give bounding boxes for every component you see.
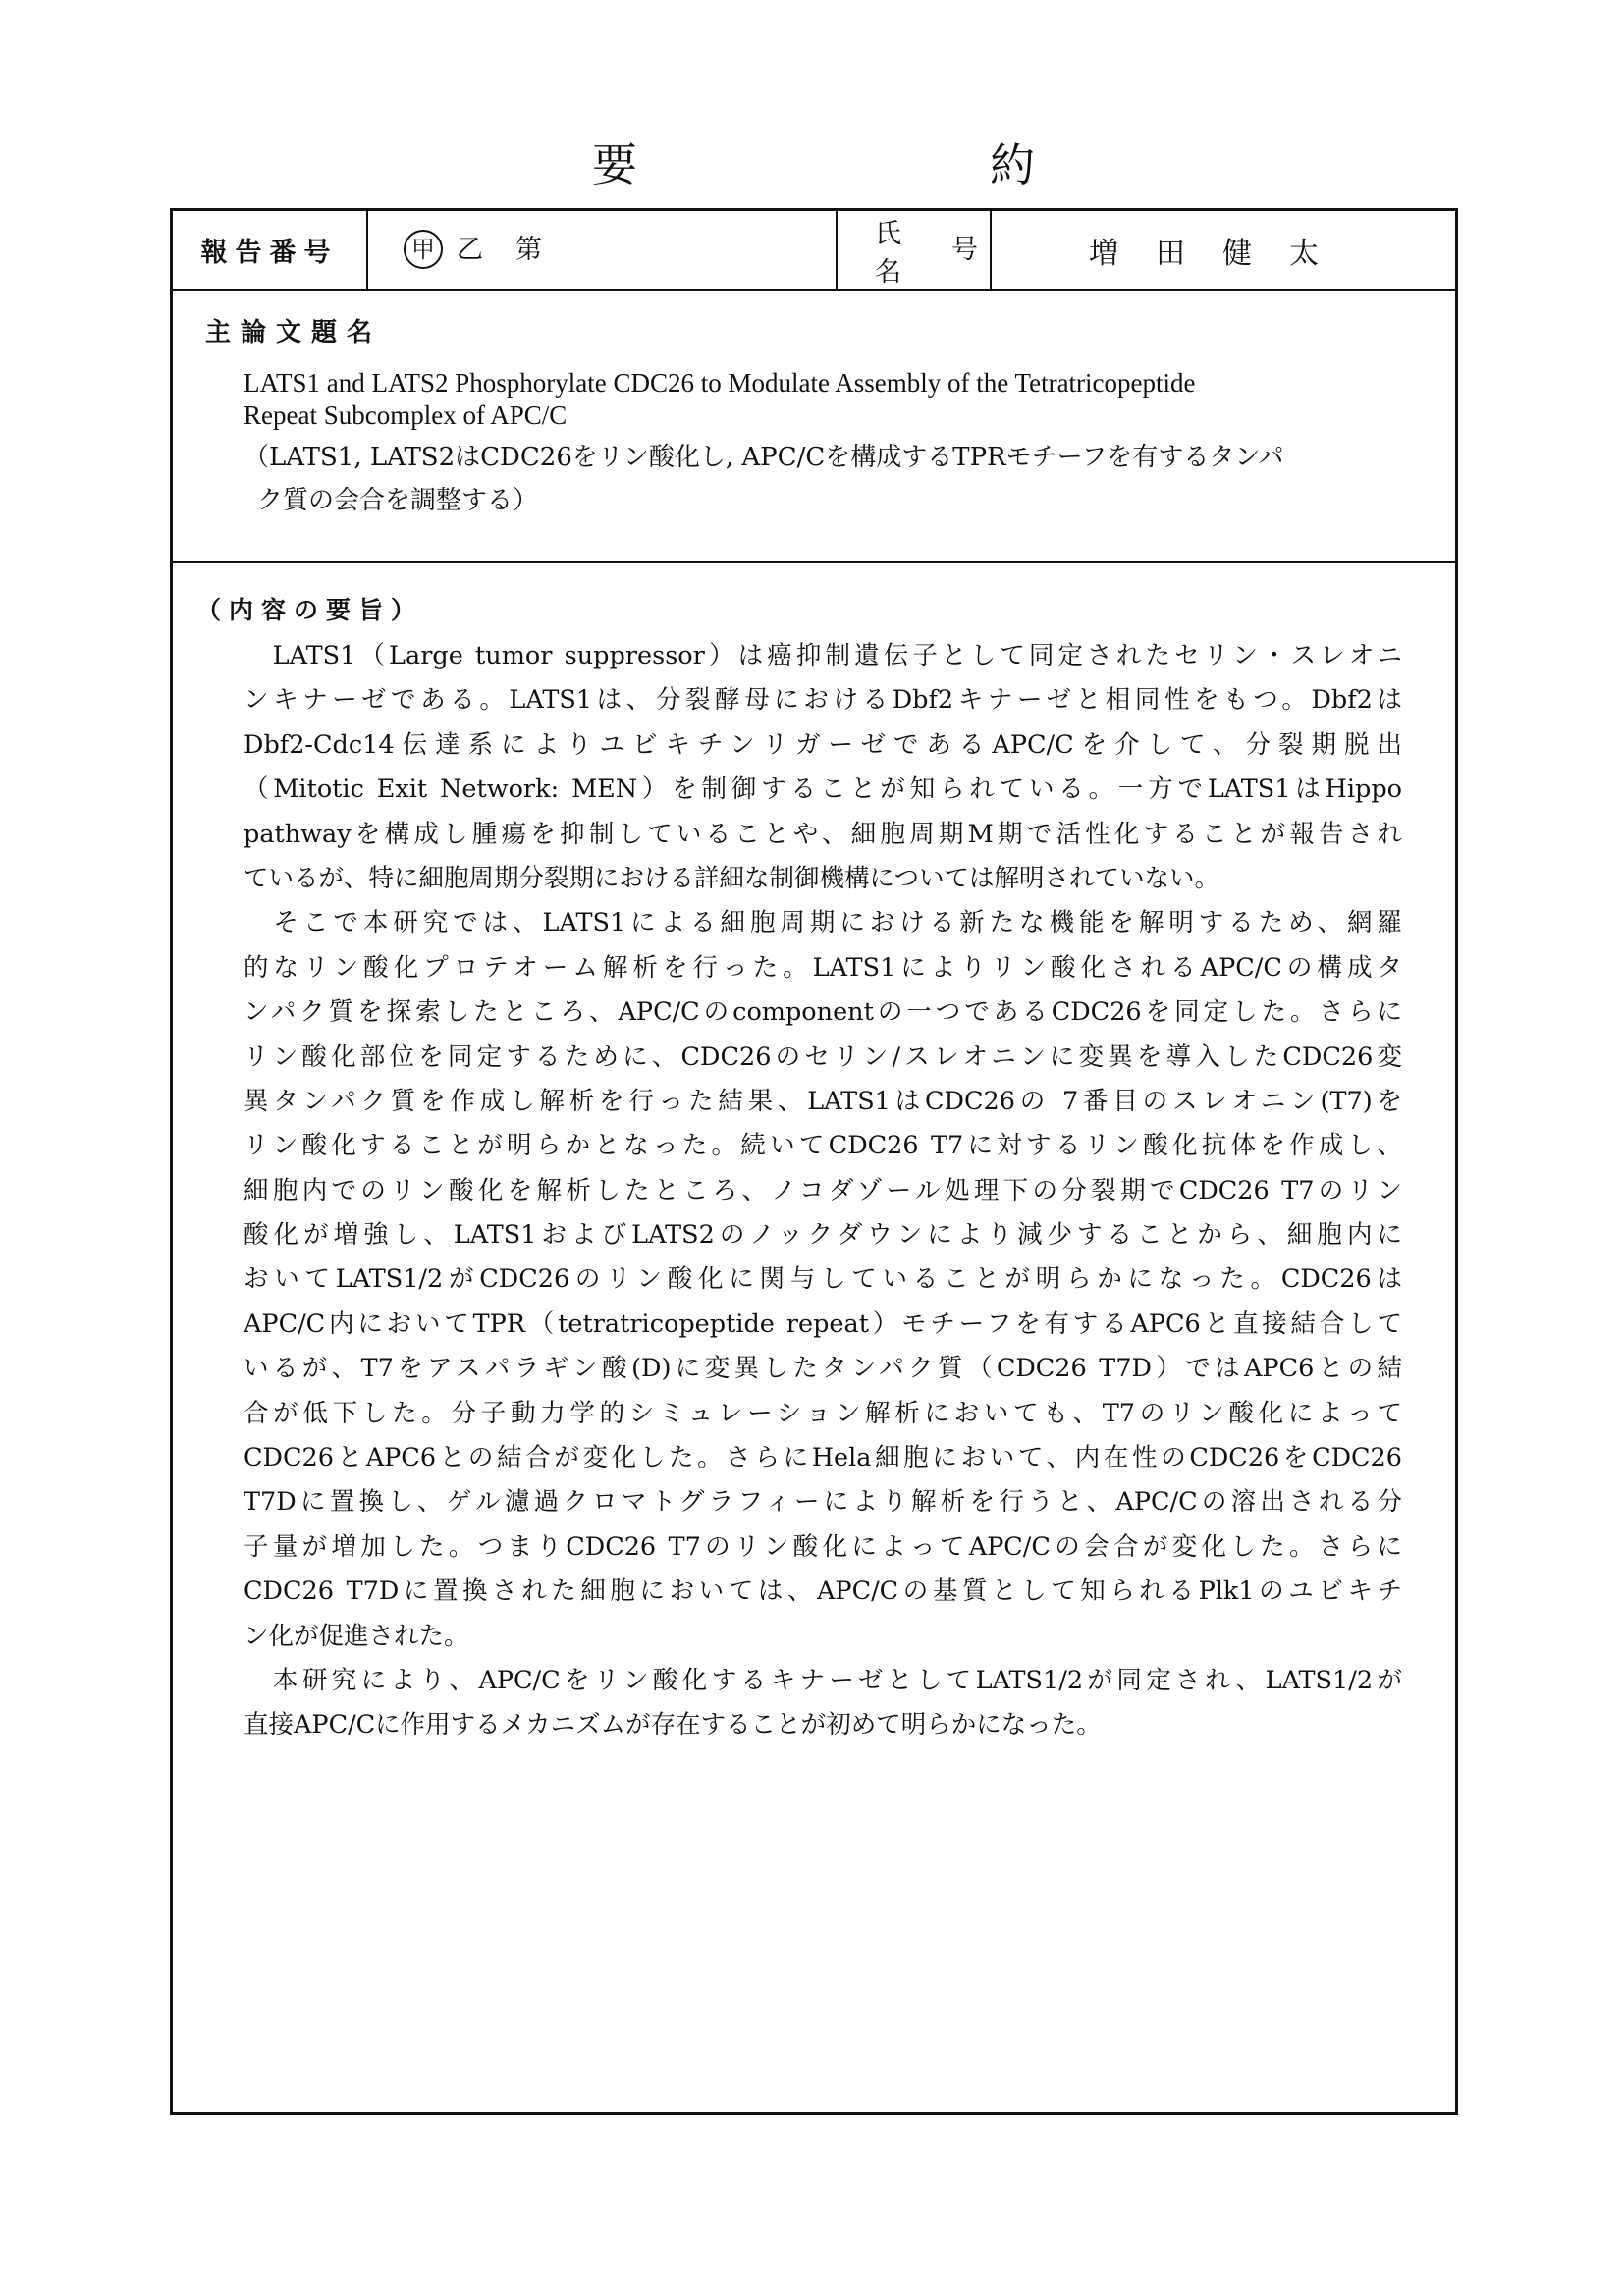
body-line: 酸化が増強し、LATS1およびLATS2のノックダウンにより減少することから、細胞内に	[244, 1220, 1402, 1251]
go-label: 号	[951, 235, 978, 265]
body-line: 子量が増加した。つまりCDC26 T7のリン酸化によってAPC/Cの会合が変化した。さらに	[244, 1531, 1402, 1562]
name-value: 増田健太	[1089, 236, 1356, 271]
body-line: リン酸化部位を同定するために、CDC26のセリン/スレオニンに変異を導入したCDC26変	[244, 1041, 1402, 1072]
body-line: （Mitotic Exit Network: MEN）を制御することが知られている。一方でLATS1はHippo	[244, 774, 1402, 805]
otsu-mark: 乙	[457, 235, 483, 265]
body-line: LATS1（Large tumor suppressor）は癌抑制遺伝子として同定されたセリン・スレオニ	[244, 641, 1402, 670]
body-line: 細胞内でのリン酸化を解析したところ、ノコダゾール処理下の分裂期でCDC26 T7のリン	[244, 1175, 1402, 1205]
summary-form	[170, 208, 1458, 2115]
body-line: 異タンパク質を作成し解析を行った結果、LATS1はCDC26の 7番目のスレオニン(T7)を	[244, 1086, 1402, 1116]
thesis-title-ja-line: （LATS1, LATS2はCDC26をリン酸化し, APC/Cを構成するTPRモチーフを有するタンパ	[244, 443, 1284, 472]
ko-circle-mark: 甲	[404, 230, 443, 269]
thesis-heading: 主論文題名	[205, 318, 383, 347]
thesis-title-ja-line: ク質の会合を調整する）	[257, 486, 539, 515]
body-line: 本研究により、APC/Cをリン酸化するキナーゼとしてLATS1/2が同定され、LATS1/2が	[244, 1665, 1402, 1695]
thesis-title-en-line: Repeat Subcomplex of APC/C	[244, 400, 568, 430]
body-line: リン酸化することが明らかとなった。続いてCDC26 T7に対するリン酸化抗体を作成し、	[244, 1131, 1402, 1161]
header-row	[173, 211, 1455, 291]
content-body	[244, 634, 1402, 1748]
body-line: ンパク質を探索したところ、APC/Cのcomponentの一つであるCDC26を同定した。さらに	[244, 997, 1402, 1028]
thesis-title-en-line: LATS1 and LATS2 Phosphorylate CDC26 to Modulate Assembly of the Tetratricopeptide	[244, 368, 1196, 398]
body-line: ているが、特に細胞周期分裂期における詳細な制御機構については解明されていない。	[244, 863, 1219, 893]
body-line: pathwayを構成し腫瘍を抑制していることや、細胞周期M期で活性化することが報告され	[244, 819, 1402, 849]
thesis-title-ja	[244, 436, 1402, 522]
body-line: APC/C内においてTPR（tetratricopeptide repeat）モチーフを有するAPC6と直接結合して	[244, 1308, 1402, 1339]
body-line: 的なリン酸化プロテオーム解析を行った。LATS1によりリン酸化されるAPC/Cの構成タ	[244, 952, 1402, 983]
body-line: CDC26 T7Dに置換された細胞においては、APC/Cの基質として知られるPlk1のユビキチ	[244, 1576, 1402, 1607]
body-line: T7Dに置換し、ゲル濾過クロマトグラフィーにより解析を行うと、APC/Cの溶出される分	[244, 1487, 1402, 1518]
report-number-label: 報告番号	[200, 238, 339, 268]
body-line: ンキナーゼである。LATS1は、分裂酵母におけるDbf2キナーゼと相同性をもつ。Dbf2は	[244, 685, 1402, 716]
dai-label: 第	[515, 235, 542, 265]
thesis-title-section	[173, 291, 1455, 563]
body-line: 合が低下した。分子動力学的シミュレーション解析においても、T7のリン酸化によって	[244, 1398, 1402, 1428]
content-summary-section	[173, 563, 1455, 2112]
body-line: ン化が促進された。	[244, 1621, 469, 1651]
body-line: CDC26とAPC6との結合が変化した。さらにHela細胞において、内在性のCDC26をCDC26	[244, 1443, 1402, 1473]
body-line: 直接APC/Cに作用するメカニズムが存在することが初めて明らかになった。	[244, 1710, 1102, 1740]
title-char-right: 約	[990, 138, 1035, 191]
body-line: Dbf2-Cdc14伝達系によりユビキチンリガーゼであるAPC/Cを介して、分裂期脱出	[244, 729, 1402, 760]
body-line: そこで本研究では、LATS1による細胞周期における新たな機能を解明するため、網羅	[244, 908, 1402, 938]
thesis-title-en	[244, 367, 1422, 432]
page-title	[0, 135, 1624, 194]
content-heading: （内容の要旨）	[196, 596, 424, 624]
name-label: 氏名	[875, 218, 941, 288]
title-char-left: 要	[592, 138, 637, 191]
body-line: いるが、T7をアスパラギン酸(D)に変異したタンパク質（CDC26 T7D）ではAPC6との結	[244, 1354, 1402, 1384]
body-line: おいてLATS1/2がCDC26のリン酸化に関与していることが明らかになった。CDC26は	[244, 1264, 1402, 1295]
